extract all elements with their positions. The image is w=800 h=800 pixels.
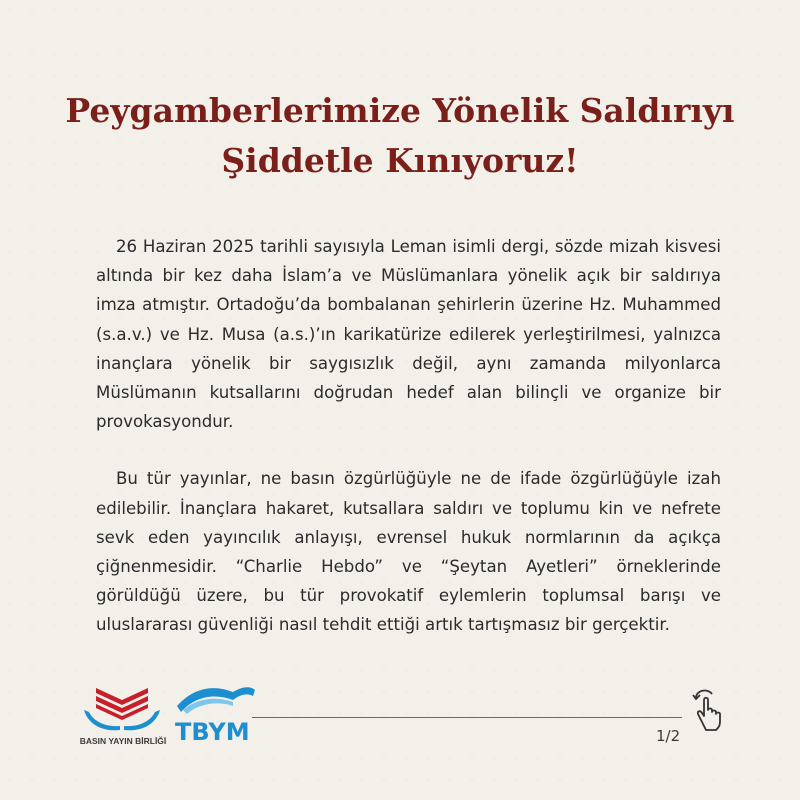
paragraph-2: Bu tür yayınlar, ne basın özgürlüğüyle ne de ifade özgürlüğüyle izah edilebilir. İnançlara hakaret, kutsallara saldırı ve toplumu kin ve nefrete sevk eden yayıncılık anlayışı, evrensel hukuk normlarının da açıkça çiğnenmesidir. “Charlie Hebdo” ve “Şeytan Ayetleri” örneklerinde görüldüğü üzere, bu tür provokatif eylemlerin toplumsal barışı ve uluslararası güvenliği nasıl tehdit ettiği artık tartışmasız bir gerçektir. xyxy=(96,469,721,635)
tbym-logo-text: TBYM xyxy=(175,718,250,744)
swipe-hand-icon[interactable] xyxy=(690,686,726,736)
logo1-label: BASIN YAYIN BİRLİĞİ xyxy=(79,736,167,746)
tbym-logo xyxy=(173,678,323,748)
article-body xyxy=(96,232,721,668)
title-line-1: Peygamberlerimize Yönelik Saldırıyı xyxy=(65,91,735,130)
footer-divider xyxy=(252,717,682,718)
page-title xyxy=(60,86,740,186)
tbym-book-icon xyxy=(173,678,323,744)
page-indicator: 1/2 xyxy=(656,727,681,745)
paragraph-1: 26 Haziran 2025 tarihli sayısıyla Leman isimli dergi, sözde mizah kisvesi altında bir kez daha İslam’a ve Müslümanlara yönelik açık bir saldırıya imza atmıştır. Ortadoğu’da bombalanan şehirlerin üzerine Hz. Muhammed (s.a.v.) ve Hz. Musa (a.s.)’ın karikatürize edilerek yerleştirilmesi, yalnızca inançlara yönelik bir saygısızlık değil, aynı zamanda milyonlarca Müslümanın kutsallarını doğrudan hedef alan bilinçli ve organize bir provokasyondur. xyxy=(96,237,721,432)
basin-yayin-birligi-logo xyxy=(79,680,167,746)
title-line-2: Şiddetle Kınıyoruz! xyxy=(221,141,579,180)
book-hands-icon xyxy=(80,680,165,736)
